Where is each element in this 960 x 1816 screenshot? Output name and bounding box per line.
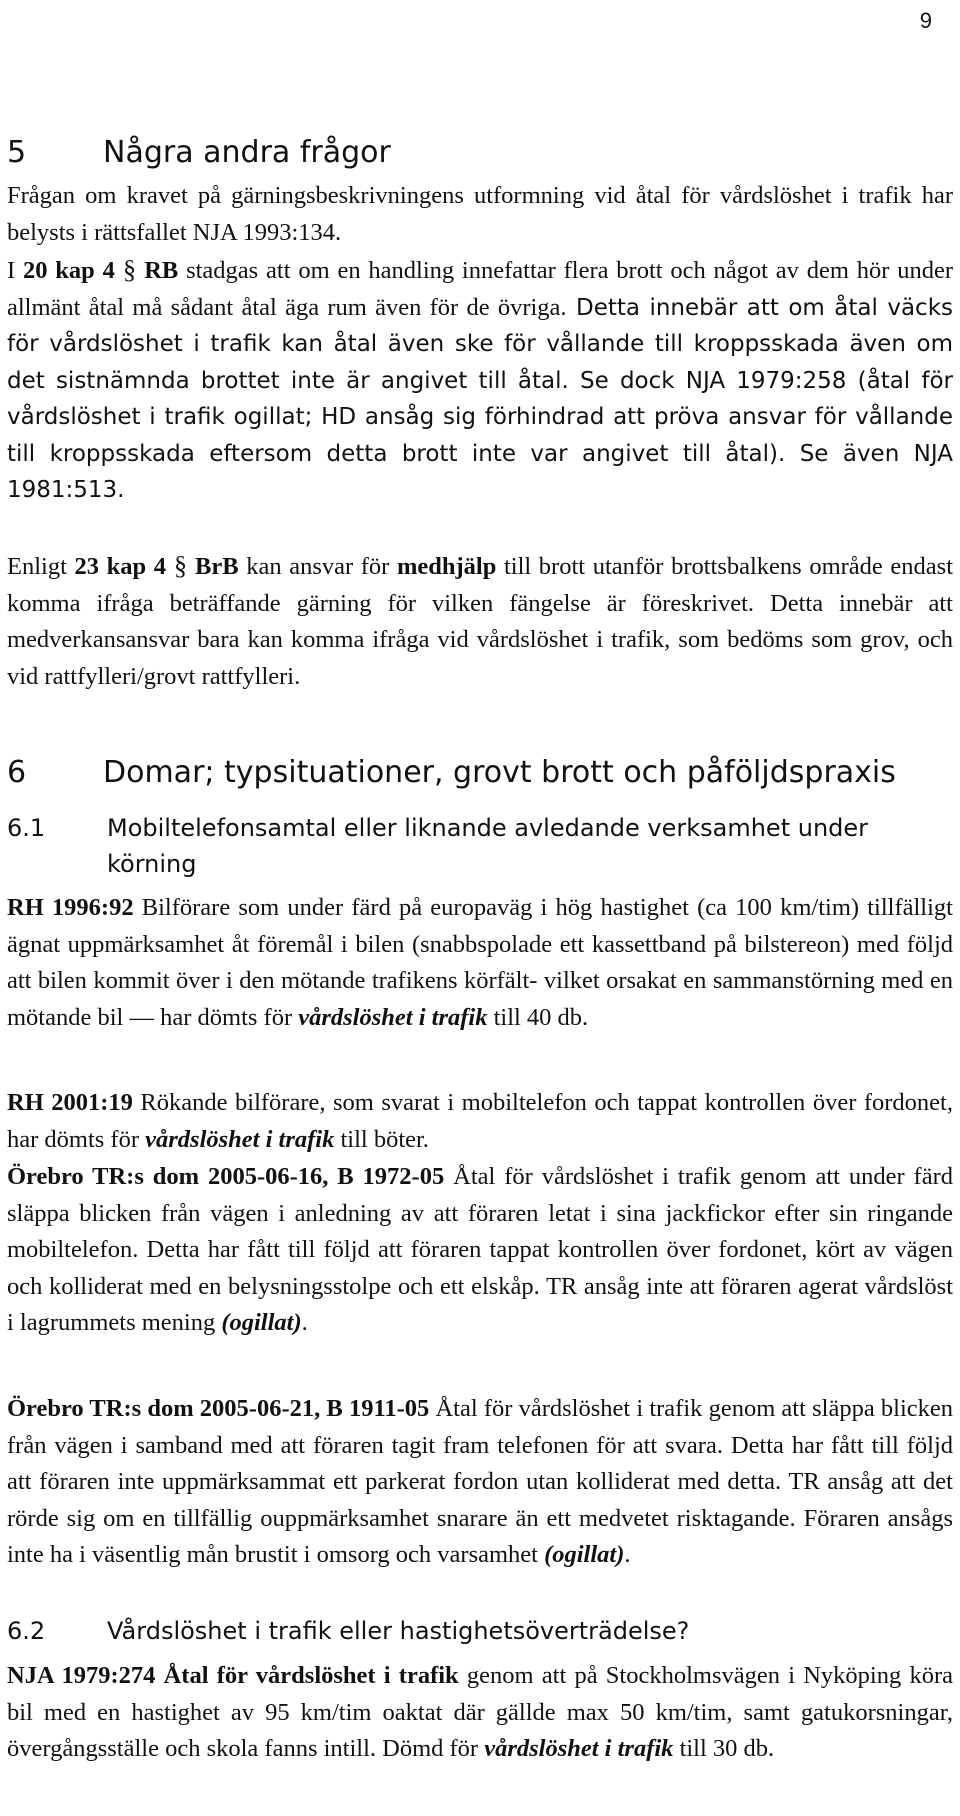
case-2-text: Rökande bilförare, som svarat i mobiltelefon och tappat kontrollen över fordonet, har dömts för	[7, 1089, 953, 1153]
case-1-sentence: till 40 db.	[487, 1003, 589, 1031]
case-3-end: .	[301, 1309, 308, 1336]
subsection-6-1-number: 6.1	[7, 814, 46, 842]
p3-text-1: Enligt	[7, 553, 75, 580]
p2-text-1: I	[7, 257, 23, 284]
section-6-number: 6	[7, 755, 27, 790]
p2-law-ref: 20 kap 4	[22, 257, 115, 284]
case-5-sentence: till 30 db.	[673, 1735, 775, 1762]
section-sign: §	[114, 255, 145, 284]
section-5-title: Några andra frågor	[103, 135, 391, 170]
case-4-reference: Örebro TR:s dom 2005-06-21, B 1911-05	[7, 1395, 430, 1422]
paragraph-section5-1: Frågan om kravet på gärningsbeskrivningens utformning vid åtal för vårdslöshet i trafik har belysts i rättsfallet NJA 1993:134.	[7, 182, 953, 246]
subsection-6-1-heading	[7, 810, 953, 882]
section-sign: §	[166, 551, 196, 580]
case-rh-2001-19	[7, 1085, 953, 1158]
case-orebro-2005-06-16	[7, 1159, 953, 1342]
case-2-offence: vårdslöshet i trafik	[145, 1125, 335, 1153]
paragraph-section5-3	[7, 548, 953, 695]
page-number: 9	[919, 8, 932, 33]
case-3-verdict: (ogillat)	[221, 1309, 302, 1336]
p2-text-2: stadgas att om en handling innefattar flera brott och något av dem hör under allmänt åtal må sådant åtal äga rum även för de övriga.	[7, 257, 953, 321]
subsection-6-2-heading	[7, 1613, 689, 1649]
case-5-reference: NJA 1979:274 Åtal för vårdslöshet i trafik	[7, 1662, 459, 1689]
case-4-verdict: (ogillat)	[544, 1541, 625, 1568]
p2-law-code: RB	[144, 257, 179, 284]
case-2-sentence: till böter.	[334, 1125, 429, 1153]
case-3-text: Åtal för vårdslöshet i trafik genom att under färd släppa blicken från vägen i anledning av att föraren letat i sina jackfickor efter sin ringande mobiltelefon. Detta har fått till följd att föraren tappat kontrollen över fordonet, kört av vägen och kolliderat med en belysningsstolpe och ett elskåp. TR ansåg inte att föraren agerat vårdslöst i lagrummets mening	[7, 1163, 953, 1336]
case-1-offence: vårdslöshet i trafik	[298, 1003, 488, 1031]
section-5-number: 5	[7, 135, 27, 170]
subsection-6-2-title: Vårdslöshet i trafik eller hastighetsöverträdelse?	[107, 1617, 690, 1645]
case-4-end: .	[624, 1541, 631, 1568]
case-2-reference: RH 2001:19	[7, 1089, 133, 1116]
case-3-reference: Örebro TR:s dom 2005-06-16, B 1972-05	[7, 1163, 445, 1190]
section-6-heading	[7, 753, 896, 793]
subsection-6-1-title: Mobiltelefonsamtal eller liknande avledande verksamhet under körning	[107, 814, 869, 878]
case-nja-1979-274	[7, 1658, 953, 1768]
p3-law-code: BrB	[195, 553, 239, 580]
section-5-heading	[7, 133, 391, 173]
section-6-title: Domar; typsituationer, grovt brott och påföljdspraxis	[103, 755, 896, 790]
p3-bold-term: medhjälp	[396, 553, 497, 580]
case-4-text: Åtal för vårdslöshet i trafik genom att släppa blicken från vägen i samband med att föraren tagit fram telefonen för att svara. Detta har fått till följd att föraren inte uppmärksammat ett parkerat fordon utan kolliderat med detta. TR ansåg att det rörde sig om en tillfällig ouppmärksamhet snarare än ett medvetet risktagande. Föraren ansågs inte ha i väsentlig mån brustit i omsorg och varsamhet	[7, 1395, 953, 1568]
case-1-reference: RH 1996:92	[7, 894, 134, 921]
p2-text-4: Se dock NJA 1979:258 (åtal för vårdslöshet i trafik ogillat; HD ansåg sig förhindrad att pröva ansvar för vållande till kroppsskada eftersom detta brott inte var angivet till åtal). Se även NJA 1981:513.	[7, 367, 954, 503]
case-orebro-2005-06-21	[7, 1391, 953, 1574]
p3-law-ref: 23 kap 4	[74, 553, 167, 580]
case-5-offence: vårdslöshet i trafik	[484, 1735, 674, 1762]
p3-text-2: kan ansvar för	[238, 553, 397, 580]
paragraph-section5-2	[7, 252, 953, 509]
case-rh-1996-92	[7, 890, 953, 1036]
p3-text-3: till brott utanför brottsbalkens område endast komma ifråga beträffande gärning för vilken fängelse är föreskrivet. Detta innebär att medverkansansvar bara kan komma ifråga vid vårdslöshet i trafik, som bedöms som grov, och vid rattfylleri/grovt rattfylleri.	[7, 553, 954, 690]
subsection-6-2-number: 6.2	[7, 1617, 46, 1645]
case-1-text: Bilförare som under färd på europaväg i hög hastighet (ca 100 km/tim) tillfälligt ägnat uppmärksamhet åt föremål i bilen (snabbspolade ett kassettband på bilstereon) med följd att bilen kommit över i den mötande trafikens körfält- vilket orsakat en sammanstörning med en mötande bil — har dömts för	[7, 894, 953, 1031]
p2-text-3: Detta innebär att om åtal väcks för vårdslöshet i trafik kan åtal även ske för vållande till kroppsskada även om det sistnämnda brottet inte är angivet till åtal.	[7, 294, 954, 394]
case-5-text: genom att på Stockholmsvägen i Nyköping köra bil med en hastighet av 95 km/tim oaktat där gällde max 50 km/tim, samt gatukorsningar, övergångsställe och skola fanns intill. Dömd för	[7, 1662, 953, 1762]
